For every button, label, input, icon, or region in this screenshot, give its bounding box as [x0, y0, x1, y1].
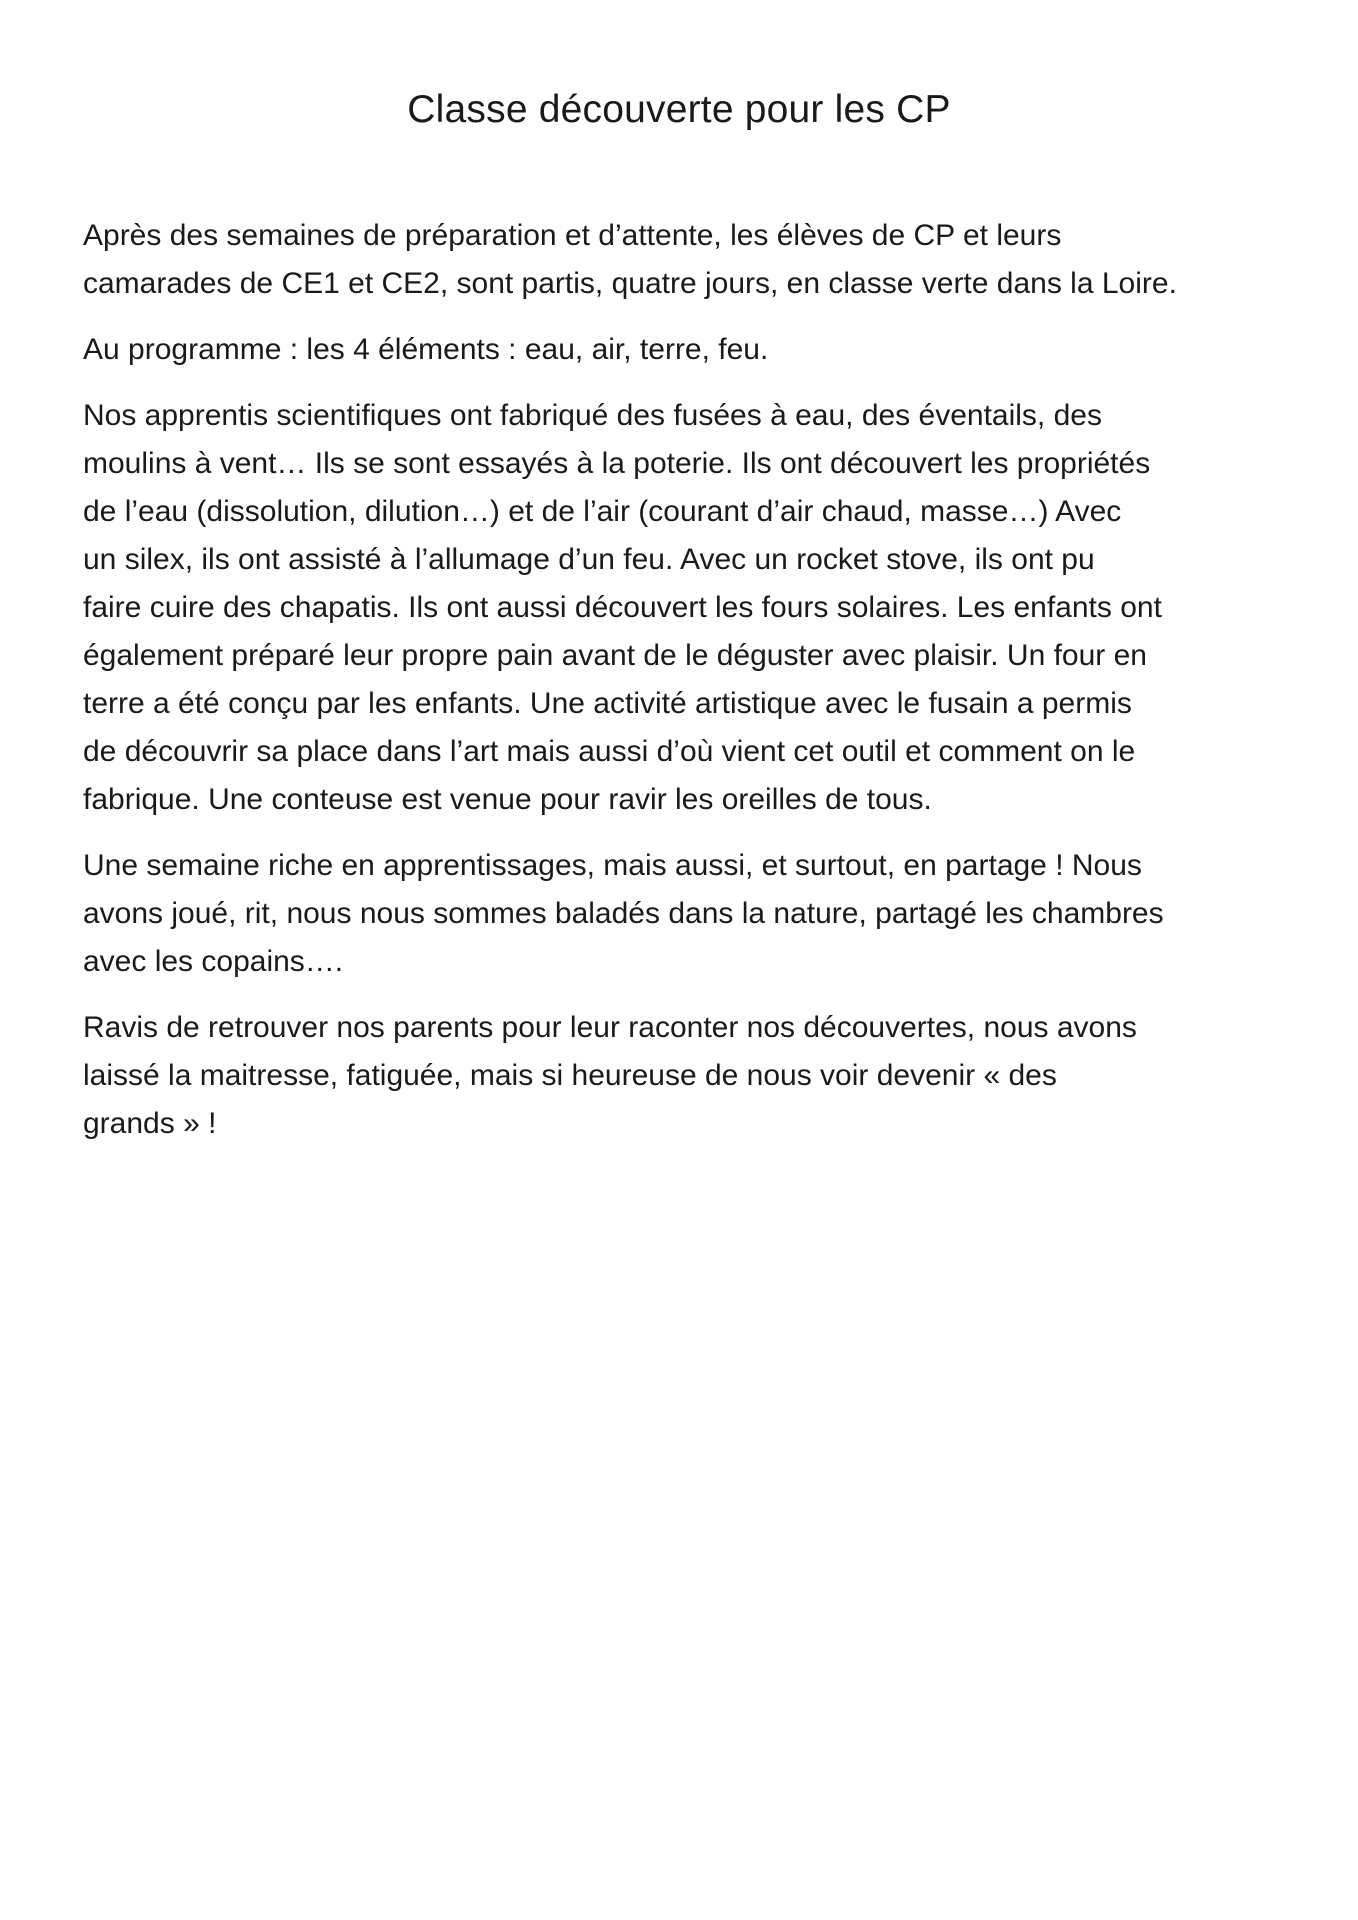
- paragraph-conclusion: [83, 1004, 1283, 1148]
- text-line: également préparé leur propre pain avant de le déguster avec plaisir. Un four en: [83, 639, 1147, 672]
- text-line: avec les copains….: [83, 945, 344, 978]
- paragraph-programme: [83, 326, 1283, 374]
- text-line: grands » !: [83, 1107, 217, 1140]
- text-line: Ravis de retrouver nos parents pour leur raconter nos découvertes, nous avons: [83, 1011, 1137, 1044]
- text-line: Après des semaines de préparation et d’attente, les élèves de CP et leurs: [83, 219, 1062, 252]
- text-line: de découvrir sa place dans l’art mais aussi d’où vient cet outil et comment on le: [83, 735, 1136, 768]
- text-line: laissé la maitresse, fatiguée, mais si heureuse de nous voir devenir « des: [83, 1059, 1057, 1092]
- text-line: Au programme : les 4 éléments : eau, air, terre, feu.: [83, 333, 769, 366]
- text-line: avons joué, rit, nous nous sommes baladés dans la nature, partagé les chambres: [83, 897, 1164, 930]
- paragraph-week-summary: [83, 842, 1283, 986]
- text-line: Une semaine riche en apprentissages, mais aussi, et surtout, en partage ! Nous: [83, 849, 1142, 882]
- document-body: [83, 212, 1283, 1166]
- text-line: de l’eau (dissolution, dilution…) et de l’air (courant d’air chaud, masse…) Avec: [83, 495, 1122, 528]
- text-line: un silex, ils ont assisté à l’allumage d’un feu. Avec un rocket stove, ils ont pu: [83, 543, 1095, 576]
- text-line: moulins à vent… Ils se sont essayés à la poterie. Ils ont découvert les propriétés: [83, 447, 1151, 480]
- text-line: fabrique. Une conteuse est venue pour ravir les oreilles de tous.: [83, 783, 932, 816]
- paragraph-intro: [83, 212, 1283, 308]
- document-title: Classe découverte pour les CP: [407, 88, 951, 131]
- text-line: Nos apprentis scientifiques ont fabriqué des fusées à eau, des éventails, des: [83, 399, 1102, 432]
- text-line: faire cuire des chapatis. Ils ont aussi découvert les fours solaires. Les enfants ont: [83, 591, 1162, 624]
- paragraph-activities: [83, 392, 1283, 824]
- text-line: terre a été conçu par les enfants. Une activité artistique avec le fusain a permis: [83, 687, 1132, 720]
- text-line: camarades de CE1 et CE2, sont partis, quatre jours, en classe verte dans la Loire.: [83, 267, 1177, 300]
